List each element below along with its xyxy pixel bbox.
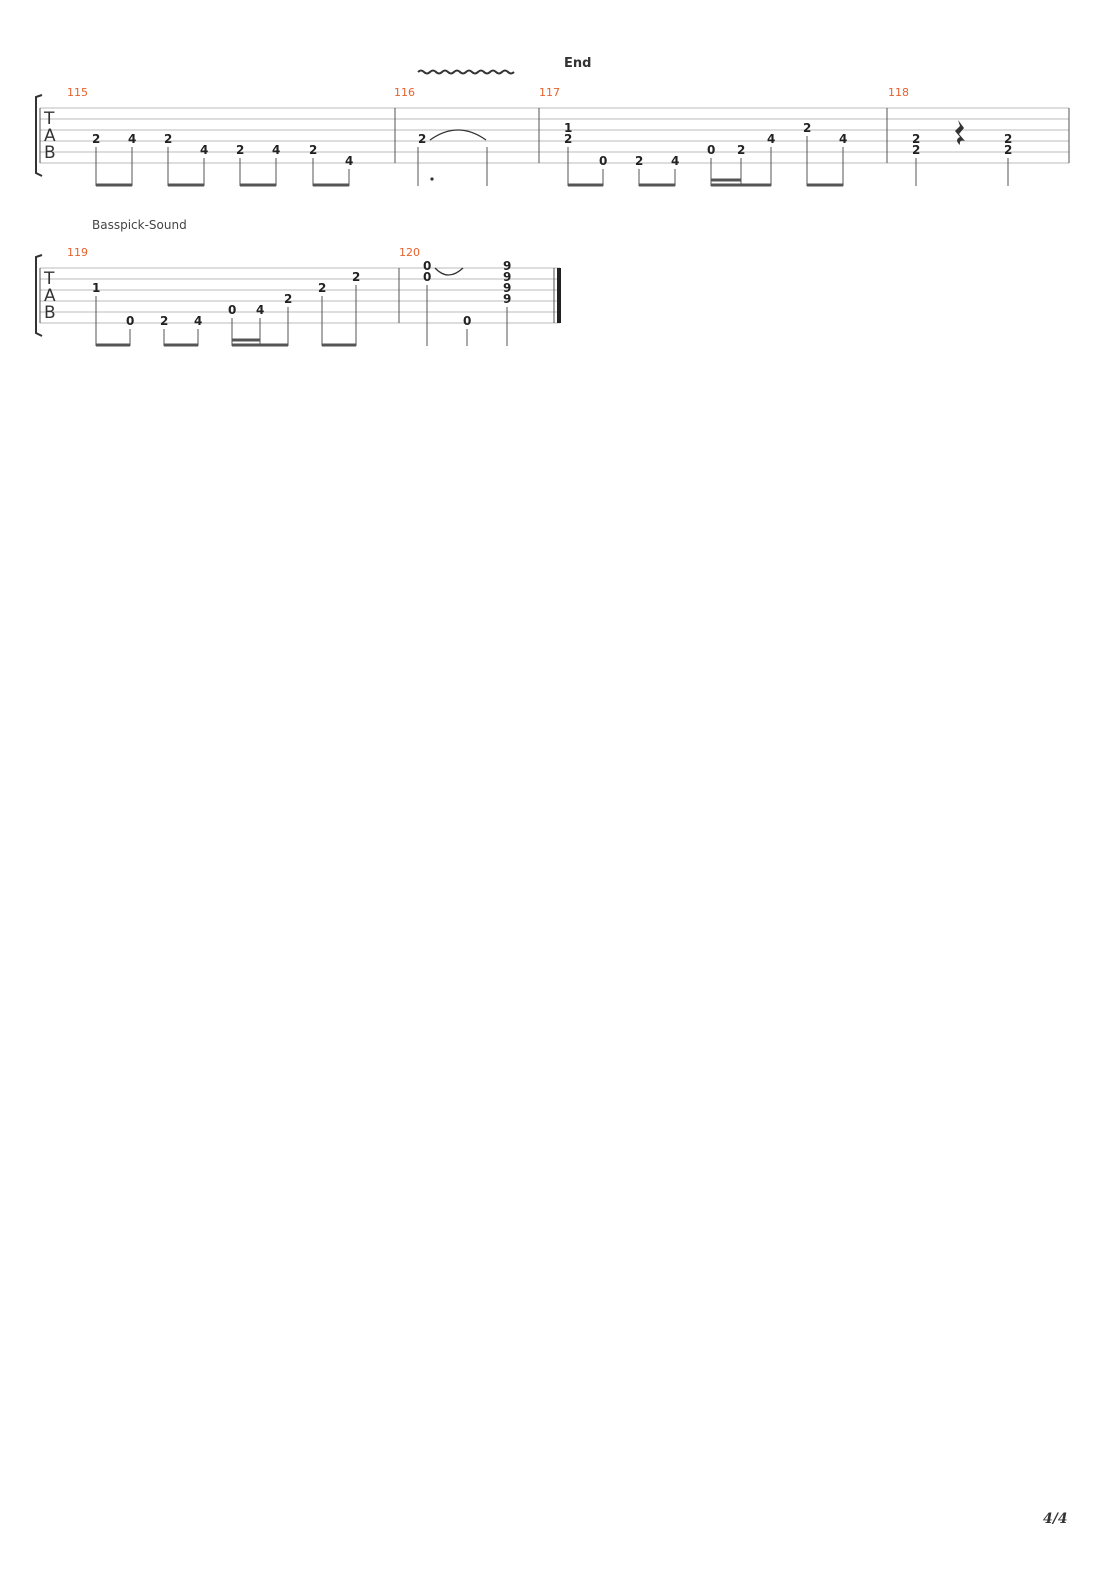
fret-number: 0 [228,303,237,317]
tab-clef-b: B [44,143,56,163]
system-2 [36,218,561,346]
fret-number: 4 [345,154,354,168]
note-stems [568,136,843,186]
fret-number: 2 [1004,132,1013,146]
fret-number: 2 [164,132,173,146]
fret-number: 4 [767,132,776,146]
fret-number: 2 [912,132,921,146]
fret-number: 0 [463,314,472,328]
fret-number: 0 [126,314,135,328]
fret-number: 4 [256,303,265,317]
measure-116 [418,130,487,186]
tie-arc [435,268,463,275]
measure-number: 117 [539,86,560,99]
tab-clef-t: T [44,269,55,289]
fret-number: 1 [564,121,573,135]
tie-arc [430,130,486,140]
fret-number: 1 [92,281,101,295]
tab-clef-b: B [44,303,56,323]
measure-number: 118 [888,86,909,99]
tab-clef-a: A [44,126,56,146]
note-beams [568,180,843,185]
fret-number: 2 [803,121,812,135]
page-number: 4/4 [1043,1511,1068,1527]
dotted-note-dot [430,177,433,180]
fret-number: 2 [284,292,293,306]
system-1 [36,56,1069,186]
technique-annotation: Basspick-Sound [92,218,187,232]
measure-number: 119 [67,246,88,259]
measure-115 [92,132,353,186]
barlines [40,268,554,323]
fret-number: 9 [503,259,512,273]
fret-number: 2 [92,132,101,146]
fret-number: 2 [418,132,427,146]
measure-number: 116 [394,86,415,99]
measure-120 [423,259,511,346]
note-beams [96,340,356,345]
fret-number: 0 [707,143,716,157]
end-label: End [564,56,592,71]
fret-number: 4 [128,132,137,146]
tab-clef-t: T [44,109,55,129]
vibrato-mark [418,71,514,74]
fret-number: 2 [635,154,644,168]
measure-number: 115 [67,86,88,99]
fret-number: 2 [737,143,746,157]
tab-clef-a: A [44,286,56,306]
fret-number: 0 [599,154,608,168]
fret-number: 0 [423,270,432,284]
fret-number: 2 [912,143,921,157]
fret-number: 2 [564,132,573,146]
fret-number: 2 [236,143,245,157]
system-bracket [36,95,42,176]
fret-number: 4 [272,143,281,157]
measure-number: 120 [399,246,420,259]
fret-number: 9 [503,270,512,284]
fret-number: 4 [194,314,203,328]
measure-117 [564,121,847,186]
fret-number: 0 [423,259,432,273]
fret-number: 2 [160,314,169,328]
system-bracket [36,255,42,336]
measure-119 [92,270,360,346]
fret-number: 2 [309,143,318,157]
final-barline [557,268,561,323]
fret-number: 2 [352,270,361,284]
fret-number: 2 [1004,143,1013,157]
fret-number: 4 [671,154,680,168]
staff-lines [40,268,560,323]
fret-number: 4 [200,143,209,157]
fret-number: 4 [839,132,848,146]
fret-number: 2 [318,281,327,295]
fret-number: 9 [503,281,512,295]
fret-number: 9 [503,292,512,306]
note-stems [96,285,356,346]
